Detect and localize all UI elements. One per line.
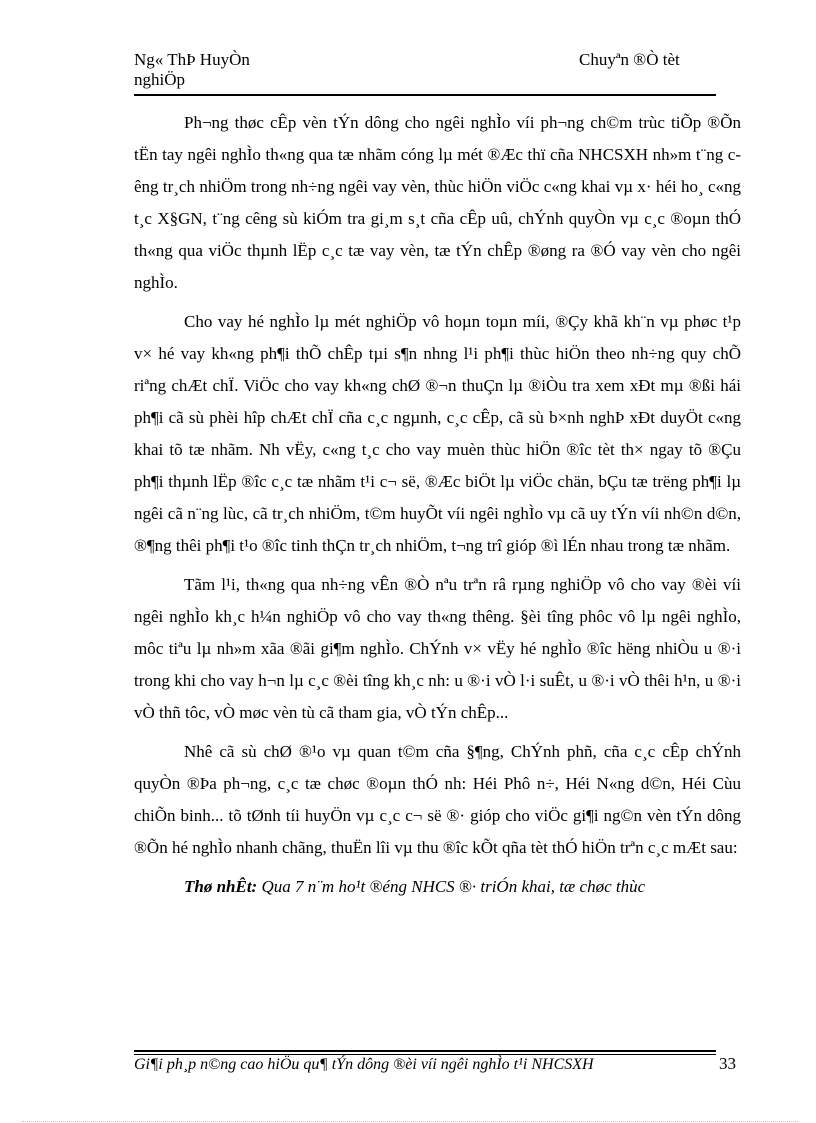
header-topic: Chuyªn ®Ò tèt — [579, 50, 680, 69]
body-paragraph: Cho vay hé nghÌo lµ mét nghiÖp vô hoµn toµn míi, ®Çy khã kh¨n vµ phøc t¹p v× hé vay kh«ng ph¶i thÕ chÊp tµi s¶n nhng l¹i ph¶i thùc hiÖn theo nh÷ng quy chÕ riªng chÆt chÏ. ViÖc cho vay kh«ng chØ ®¬n thuÇn lµ ®iÒu tra xem xÐt mµ ®ßi hái ph¶i cã sù phèi hîp chÆt chÏ cña c¸c ngµnh, c¸c cÊp, cã sù b×nh nghÞ xÐt duyÖt c«ng khai tõ tæ nhãm. Nh vËy, c«ng t¸c cho vay muèn thùc hiÖn ®îc tèt th× ngay tõ ®Çu ph¶i thµnh lËp ®îc c¸c tæ nhãm t¹i c¬ së, ®Æc biÖt lµ viÖc chän, bÇu tæ trëng ph¶i lµ ngêi cã n¨ng lùc, cã tr¸ch nhiÖm, t©m huyÕt víi ngêi nghÌo vµ cã uy tÝn víi nh©n d©n, ®¶ng thêi ph¶i t¹o ®îc tinh thÇn tr¸ch nhiÖm, t¬ng trî gióp ®ì lÉn nhau trong tæ nhãm. — [134, 312, 741, 555]
body-paragraph: Tãm l¹i, th«ng qua nh÷ng vÊn ®Ò nªu trªn râ rµng nghiÖp vô cho vay ®èi víi ngêi nghÌo kh¸c h¼n nghiÖp vô cho vay th«ng thêng. §èi tîng phôc vô lµ ngêi nghÌo, môc tiªu lµ nh»m xãa ®ãi gi¶m nghÌo. ChÝnh v× vËy hé nghÌo ®îc hëng nhiÒu u ®·i trong khi cho vay h¬n lµ c¸c ®èi tîng kh¸c nh: u ®·i vÒ l·i suÊt, u ®·i vÒ thêi h¹n, u ®·i vÒ thñ tôc, vÒ møc vèn tù cã tham gia, vÒ tÝn chÊp... — [134, 575, 741, 722]
footer-divider-thick — [134, 1050, 716, 1052]
body-paragraph-last — [134, 871, 741, 903]
body-paragraph: Nhê cã sù chØ ®¹o vµ quan t©m cña §¶ng, ChÝnh phñ, cña c¸c cÊp chÝnh quyÒn ®Þa ph¬ng, c¸c tæ chøc ®oµn thÓ nh: Héi Phô n÷, Héi N«ng d©n, Héi Cùu chiÕn binh... tõ tØnh tíi huyÖn vµ c¸c c¬ së ®· gióp cho viÖc gi¶i ng©n vèn tÝn dông ®Õn hé nghÌo nhanh chãng, thuËn lîi vµ thu ®îc kÕt qña tèt thÓ hiÖn trªn c¸c mÆt sau: — [134, 742, 741, 857]
body-paragraph: Ph¬ng thøc cÊp vèn tÝn dông cho ngêi nghÌo víi ph¬ng ch©m trùc tiÕp ®Õn tËn tay ngêi nghÌo th«ng qua tæ nhãm cóng lµ mét ®Æc thï cña NHCSXH nh»m t¨ng cêng tr¸ch nhiÖm trong nh÷ng ngêi vay vèn, thùc hiÖn viÖc c«ng khai vµ x· héi ho¸ c«ng t¸c X§GN, t¨ng cêng sù kiÓm tra gi¸m s¸t cña cÊp uû, chÝnh quyÒn vµ c¸c ®oµn thÓ th«ng qua viÖc thµnh lËp c¸c tæ vay vèn, tæ tÝn chÊp ®øng ra ®Ó vay vèn cho ngêi nghÌo. — [134, 113, 741, 292]
header-divider — [134, 94, 716, 96]
header-author-continued: nghiÖp — [134, 70, 185, 89]
paragraph-lead-text: Qua 7 n¨m ho¹t ®éng NHCS ®· triÓn khai, tæ chøc thùc — [257, 877, 646, 896]
paragraph-lead-heading: Thø nhÊt: — [184, 877, 258, 896]
footer-title: Gi¶i ph¸p n©ng cao hiÖu qu¶ tÝn dông ®èi víi ngêi nghÌo t¹i NHCSXH — [134, 1056, 594, 1073]
document-body — [134, 107, 741, 903]
header-author: Ng« ThÞ HuyÒn — [134, 50, 250, 69]
page-number: 33 — [719, 1054, 736, 1073]
page-edge-divider — [22, 1121, 798, 1122]
